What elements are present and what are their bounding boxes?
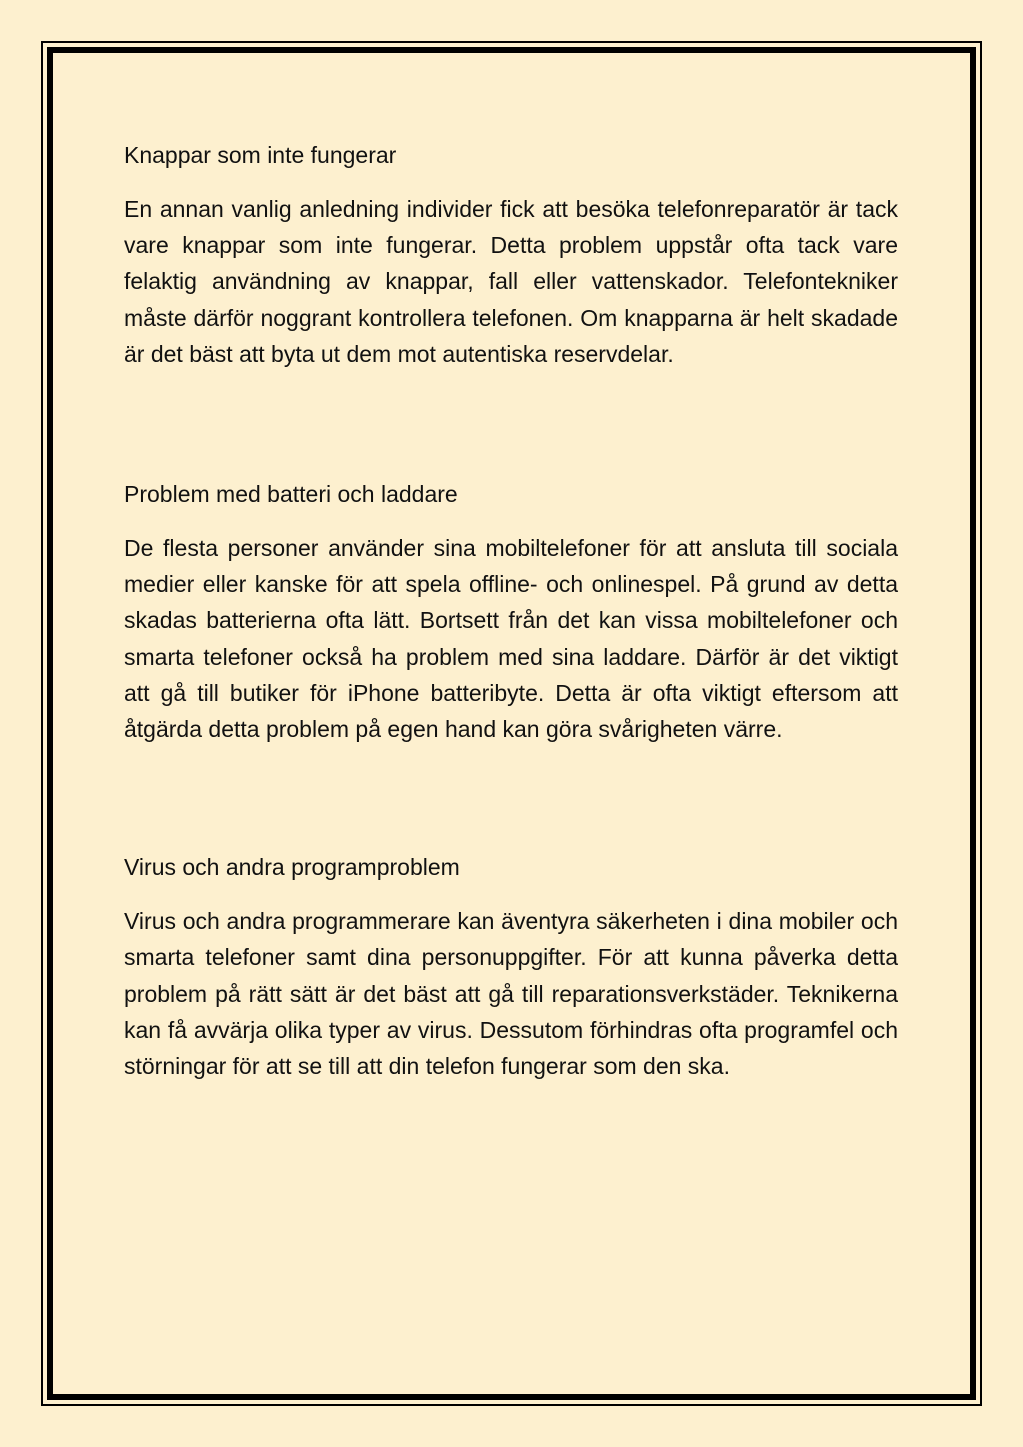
document-content [124, 137, 898, 1084]
section-heading: Problem med batteri och laddare [124, 481, 458, 508]
section-heading: Virus och andra programproblem [124, 854, 460, 881]
section-virus [124, 849, 898, 1084]
section-paragraph: De flesta personer använder sina mobiltelefoner för att ansluta till sociala medier eller kanske för att spela offline- och onlinespel. På grund av detta skadas batterierna ofta lätt. Bortsett från det kan vissa mobiltelefoner och smarta telefoner också ha problem med sina laddare. Därför är det viktigt att gå till butiker för iPhone batteribyte. Detta är ofta viktigt eftersom att åtgärda detta problem på egen hand kan göra svårigheten värre. [124, 535, 898, 743]
section-buttons [124, 137, 898, 372]
section-battery [124, 476, 898, 747]
section-paragraph: En annan vanlig anledning individer fick att besöka telefonreparatör är tack vare knappar som inte fungerar. Detta problem uppstår ofta tack vare felaktig användning av knappar, fall eller vattenskador. Telefontekniker måste därför noggrant kontrollera telefonen. Om knapparna är helt skadade är det bäst att byta ut dem mot autentiska reservdelar. [124, 196, 898, 367]
section-paragraph: Virus och andra programmerare kan äventyra säkerheten i dina mobiler och smarta telefoner samt dina personuppgifter. För att kunna påverka detta problem på rätt sätt är det bäst att gå till reparationsverkstäder. Teknikerna kan få avvärja olika typer av virus. Dessutom förhindras ofta programfel och störningar för att se till att din telefon fungerar som den ska. [124, 908, 898, 1080]
section-heading: Knappar som inte fungerar [124, 142, 397, 168]
